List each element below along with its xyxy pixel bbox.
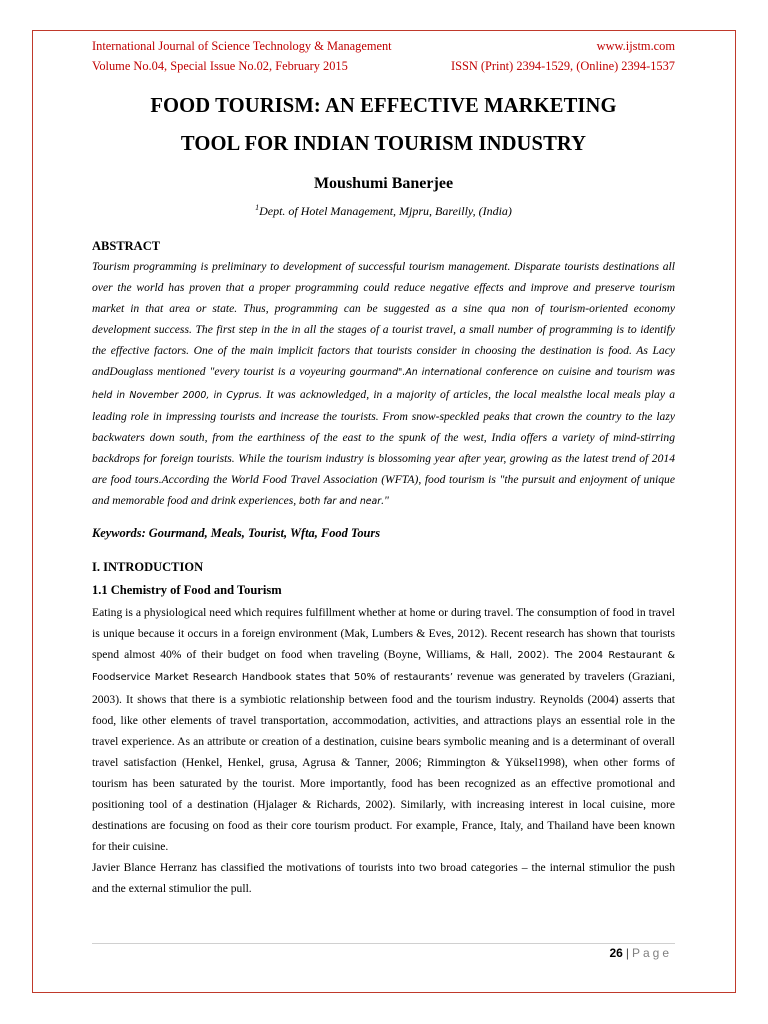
abstract-text-part-b: gourmand".An international conference on cuisine and tourism was held in November 2000, in Cyprus. bbox=[92, 367, 675, 401]
page-footer bbox=[609, 946, 672, 960]
keywords-list: : Gourmand, Meals, Tourist, Wfta, Food Tours bbox=[141, 526, 381, 541]
journal-name: International Journal of Science Technology & Management bbox=[92, 39, 392, 53]
abstract-text-part-d: both far and near bbox=[299, 496, 382, 508]
affiliation-superscript: 1 bbox=[255, 203, 260, 212]
page-label: Page bbox=[631, 946, 672, 960]
title-line-1: FOOD TOURISM: AN EFFECTIVE MARKETING bbox=[150, 95, 617, 117]
subsection-heading: 1.1 Chemistry of Food and Tourism bbox=[92, 583, 282, 598]
paragraph: Javier Blance Herranz has classified the motivations of tourists into two broad categories – the internal stimulior the push and the external stimulior the pull. bbox=[92, 861, 675, 896]
abstract-text-part-e: ." bbox=[381, 494, 389, 508]
abstract-text-part-a: Tourism programming is preliminary to development of successful tourism management. Disparate tourists destinations all over the world has proven that a proper programming could reduce negative effects and improve and preserve tourism market in that area or state. Thus, programming can be suggested as a sine qua non of tourism-oriented economy development success. The first step in the in all the stages of a tourist travel, a small number of programming is to identify the effective factors. One of the main implicit factors that tourists consider in choosing the destination is food. As Lacy andDouglass mentioned "every tourist is a voyeuring bbox=[92, 260, 675, 379]
abstract-text bbox=[92, 256, 675, 512]
paragraph-part-b: Hall, 2002). The 2004 Restaurant & Foodservice Market Research Handbook states that 50% of restaurants’ bbox=[92, 650, 676, 684]
journal-header-row bbox=[92, 36, 675, 56]
paragraph-part-a: Eating is a physiological need which requires fulfillment whether at home or during travel. The consumption of food in travel is unique because it occurs in a foreign environment (Mak, Lumbers & Eves, 2012). Recent research has shown that tourists spend almost 40% of their budget on food when traveling (Boyne, Williams, & bbox=[92, 606, 675, 662]
paragraph bbox=[92, 602, 675, 857]
author-name: Moushumi Banerjee bbox=[313, 175, 454, 192]
title-line-2: TOOL FOR INDIAN TOURISM INDUSTRY bbox=[180, 133, 587, 155]
paper-title bbox=[92, 87, 675, 163]
page-content bbox=[92, 36, 675, 899]
footer-separator: | bbox=[625, 946, 629, 960]
issn-info: ISSN (Print) 2394-1529, (Online) 2394-1537 bbox=[450, 59, 675, 73]
paragraph-part-c: revenue was generated by travelers (Graziani, 2003). It shows that there is a symbiotic relationship between food and the tourism industry. Reynolds (2004) asserts that food, like other elements of travel transportation, accommodation, activities, and attractions plays an essential role in the travel experience. As an attribute or creation of a destination, cuisine bears symbolic meaning and is a determinant of overall travel satisfaction (Henkel, Henkel, grusa, Agrusa & Tanner, 2006; Rimmington & Yüksel1998), when other forms of tourism has been saturated by the tourist. More importantly, food has been recognized as an effective promotional and positioning tool of a destination (Hjalager & Richards, 2002). Similarly, with increasing interest in local cuisine, more destinations are focusing on food as their core tourism product. For example, France, Italy, and Thailand have been known for their cuisine. bbox=[92, 670, 675, 854]
issue-header-row bbox=[92, 56, 675, 76]
section-heading-introduction: I. INTRODUCTION bbox=[92, 560, 204, 575]
page-number: 26 bbox=[609, 946, 623, 960]
introduction-body bbox=[92, 602, 675, 899]
footer-divider bbox=[92, 943, 675, 944]
journal-website[interactable]: www.ijstm.com bbox=[596, 39, 675, 53]
affiliation-text: Dept. of Hotel Management, Mjpru, Bareilly, (India) bbox=[259, 204, 512, 218]
abstract-heading: ABSTRACT bbox=[92, 239, 161, 253]
author-affiliation bbox=[92, 200, 675, 219]
keywords-label: Keywords bbox=[92, 526, 142, 541]
issue-info: Volume No.04, Special Issue No.02, February 2015 bbox=[92, 59, 348, 73]
keywords bbox=[92, 524, 675, 542]
abstract-text-part-c: It was acknowledged, in a majority of articles, the local mealsthe local meals play a leading role in impressing tourists and increase the tourists. From snow-speckled peaks that crown the country to the lazy backwaters down south, from the earthiness of the east to the spunk of the west, India offers a variety of mind-stirring backdrops for foreign tourists. While the tourism industry is blossoming year after year, growing as the latest trend of 2014 are food tours.According the World Food Travel Association (WFTA), food tourism is "the pursuit and enjoyment of unique and memorable food and drink experiences, bbox=[92, 387, 675, 508]
